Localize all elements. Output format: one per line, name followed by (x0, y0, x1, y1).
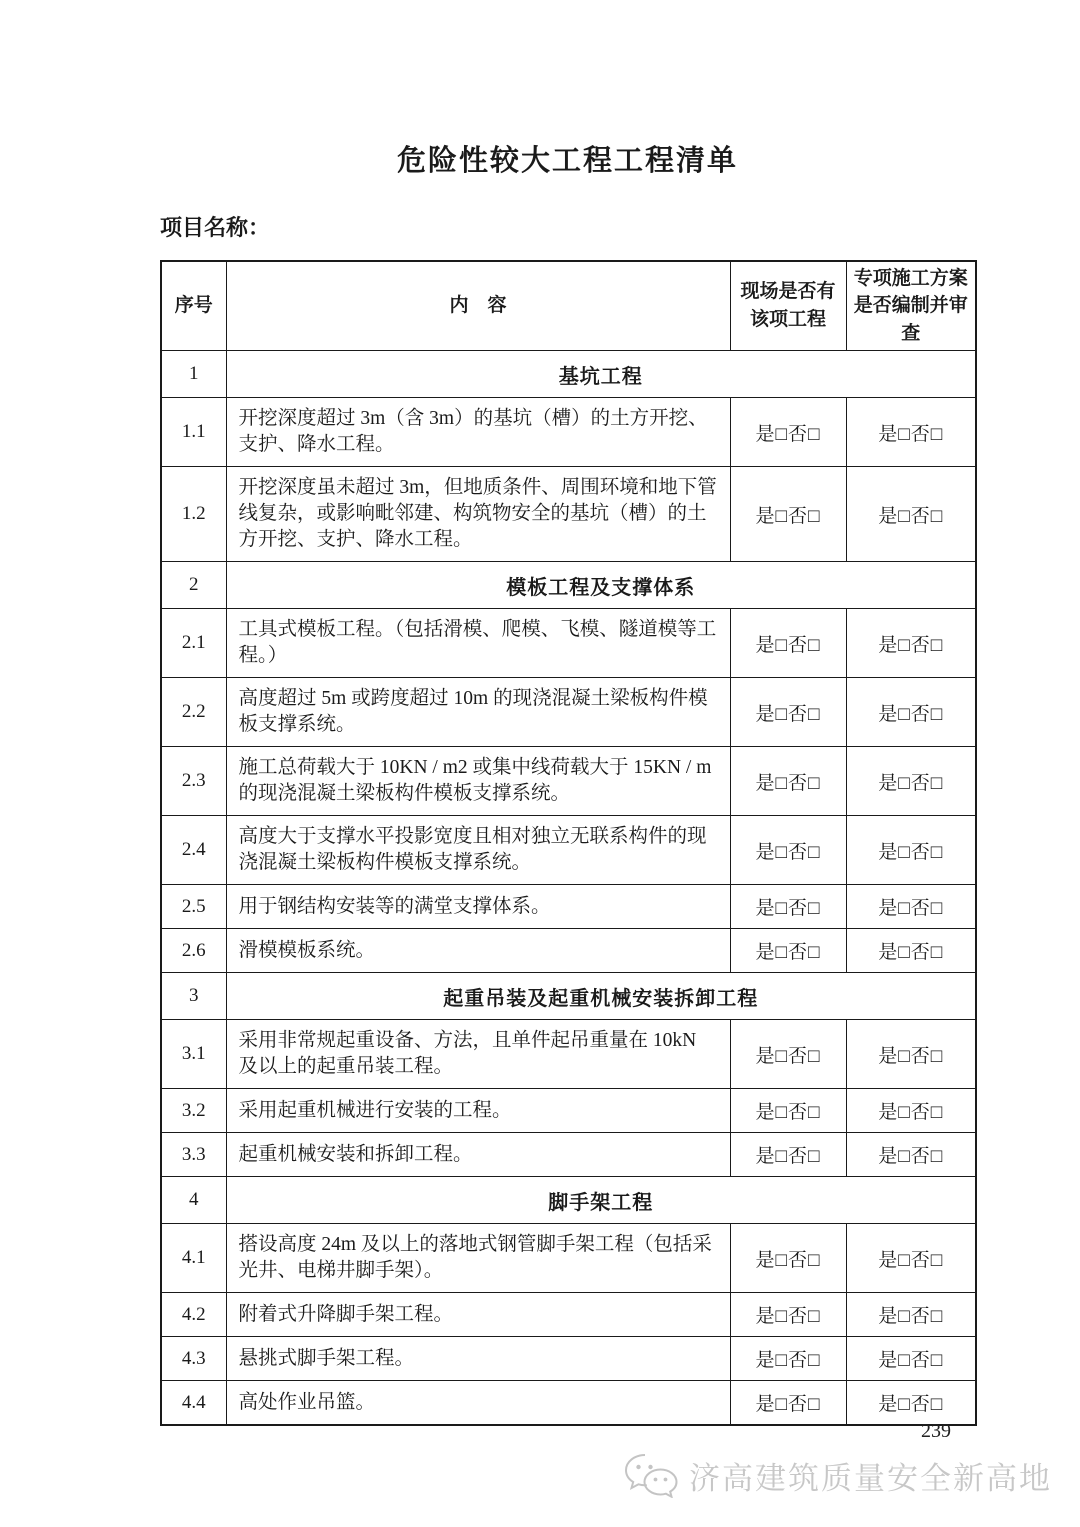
checklist-item-row (161, 1381, 976, 1426)
checklist-item-row (161, 885, 976, 929)
item-content: 工具式模板工程。（包括滑模、爬模、飞模、隧道模等工程。） (226, 609, 730, 678)
checklist-item-row (161, 1293, 976, 1337)
section-title: 起重吊装及起重机械安装拆卸工程 (226, 973, 976, 1020)
project-name-label: 项目名称： (160, 215, 271, 240)
site-has-item-yesno: 是□否□ (730, 1337, 846, 1381)
item-number: 4.4 (161, 1381, 226, 1426)
table-header-row (161, 261, 976, 351)
item-content: 附着式升降脚手架工程。 (226, 1293, 730, 1337)
page-number: 239 (921, 1420, 951, 1442)
item-number: 3.1 (161, 1020, 226, 1089)
item-number: 4.3 (161, 1337, 226, 1381)
col-header-content: 内 容 (226, 261, 730, 351)
plan-prepared-yesno: 是□否□ (846, 929, 976, 973)
item-content: 开挖深度超过 3m（含 3m）的基坑（槽）的土方开挖、支护、降水工程。 (226, 398, 730, 467)
document-body (160, 0, 975, 1426)
section-number: 2 (161, 562, 226, 609)
item-number: 2.3 (161, 747, 226, 816)
plan-prepared-yesno: 是□否□ (846, 816, 976, 885)
watermark-text: 济高建筑质量安全新高地 (689, 1460, 1052, 1496)
site-has-item-yesno: 是□否□ (730, 816, 846, 885)
plan-prepared-yesno: 是□否□ (846, 1089, 976, 1133)
item-content: 高处作业吊篮。 (226, 1381, 730, 1426)
plan-prepared-yesno: 是□否□ (846, 1133, 976, 1177)
plan-prepared-yesno: 是□否□ (846, 467, 976, 562)
col-header-plan-prepared: 专项施工方案是否编制并审查 (846, 261, 976, 351)
checklist-item-row (161, 609, 976, 678)
plan-prepared-yesno: 是□否□ (846, 398, 976, 467)
site-has-item-yesno: 是□否□ (730, 678, 846, 747)
checklist-item-row (161, 467, 976, 562)
site-has-item-yesno: 是□否□ (730, 1089, 846, 1133)
checklist-item-row (161, 1089, 976, 1133)
site-has-item-yesno: 是□否□ (730, 1224, 846, 1293)
site-has-item-yesno: 是□否□ (730, 1293, 846, 1337)
item-number: 2.1 (161, 609, 226, 678)
item-number: 4.1 (161, 1224, 226, 1293)
item-content: 滑模模板系统。 (226, 929, 730, 973)
item-content: 开挖深度虽未超过 3m，但地质条件、周围环境和地下管线复杂，或影响毗邻建、构筑物安全的基坑（槽）的土方开挖、支护、降水工程。 (226, 467, 730, 562)
plan-prepared-yesno: 是□否□ (846, 747, 976, 816)
item-number: 4.2 (161, 1293, 226, 1337)
col-header-number: 序号 (161, 261, 226, 351)
checklist-item-row (161, 1224, 976, 1293)
section-title: 脚手架工程 (226, 1177, 976, 1224)
item-number: 1.2 (161, 467, 226, 562)
checklist-item-row (161, 398, 976, 467)
checklist-item-row (161, 929, 976, 973)
section-row (161, 351, 976, 398)
item-number: 3.3 (161, 1133, 226, 1177)
item-number: 3.2 (161, 1089, 226, 1133)
plan-prepared-yesno: 是□否□ (846, 678, 976, 747)
site-has-item-yesno: 是□否□ (730, 1020, 846, 1089)
checklist-item-row (161, 678, 976, 747)
site-has-item-yesno: 是□否□ (730, 1133, 846, 1177)
checklist-item-row (161, 816, 976, 885)
site-has-item-yesno: 是□否□ (730, 747, 846, 816)
site-has-item-yesno: 是□否□ (730, 1381, 846, 1426)
section-row (161, 973, 976, 1020)
plan-prepared-yesno: 是□否□ (846, 1020, 976, 1089)
item-content: 用于钢结构安装等的满堂支撑体系。 (226, 885, 730, 929)
item-content: 起重机械安装和拆卸工程。 (226, 1133, 730, 1177)
checklist-item-row (161, 747, 976, 816)
item-content: 搭设高度 24m 及以上的落地式钢管脚手架工程（包括采光井、电梯井脚手架）。 (226, 1224, 730, 1293)
section-row (161, 1177, 976, 1224)
site-has-item-yesno: 是□否□ (730, 609, 846, 678)
plan-prepared-yesno: 是□否□ (846, 885, 976, 929)
page-title: 危险性较大工程工程清单 (396, 145, 738, 177)
site-has-item-yesno: 是□否□ (730, 398, 846, 467)
plan-prepared-yesno: 是□否□ (846, 609, 976, 678)
section-row (161, 562, 976, 609)
section-title: 模板工程及支撑体系 (226, 562, 976, 609)
plan-prepared-yesno: 是□否□ (846, 1337, 976, 1381)
section-number: 4 (161, 1177, 226, 1224)
item-content: 高度大于支撑水平投影宽度且相对独立无联系构件的现浇混凝土梁板构件模板支撑系统。 (226, 816, 730, 885)
item-number: 2.5 (161, 885, 226, 929)
site-has-item-yesno: 是□否□ (730, 929, 846, 973)
item-number: 1.1 (161, 398, 226, 467)
section-title: 基坑工程 (226, 351, 976, 398)
item-content: 高度超过 5m 或跨度超过 10m 的现浇混凝土梁板构件模板支撑系统。 (226, 678, 730, 747)
item-number: 2.2 (161, 678, 226, 747)
section-number: 3 (161, 973, 226, 1020)
hazard-checklist-table (160, 260, 977, 1426)
plan-prepared-yesno: 是□否□ (846, 1293, 976, 1337)
checklist-item-row (161, 1020, 976, 1089)
checklist-table-body (161, 351, 976, 1426)
wechat-icon (623, 1452, 679, 1498)
site-has-item-yesno: 是□否□ (730, 467, 846, 562)
checklist-item-row (161, 1337, 976, 1381)
checklist-item-row (161, 1133, 976, 1177)
item-number: 2.4 (161, 816, 226, 885)
site-has-item-yesno: 是□否□ (730, 885, 846, 929)
col-header-site-has-item: 现场是否有该项工程 (730, 261, 846, 351)
item-content: 悬挑式脚手架工程。 (226, 1337, 730, 1381)
item-content: 采用非常规起重设备、方法，且单件起吊重量在 10kN 及以上的起重吊装工程。 (226, 1020, 730, 1089)
section-number: 1 (161, 351, 226, 398)
item-content: 采用起重机械进行安装的工程。 (226, 1089, 730, 1133)
item-number: 2.6 (161, 929, 226, 973)
footer-watermark (623, 1452, 1052, 1498)
plan-prepared-yesno: 是□否□ (846, 1224, 976, 1293)
item-content: 施工总荷载大于 10KN / m2 或集中线荷载大于 15KN / m 的现浇混凝土梁板构件模板支撑系统。 (226, 747, 730, 816)
plan-prepared-yesno: 是□否□ (846, 1381, 976, 1426)
